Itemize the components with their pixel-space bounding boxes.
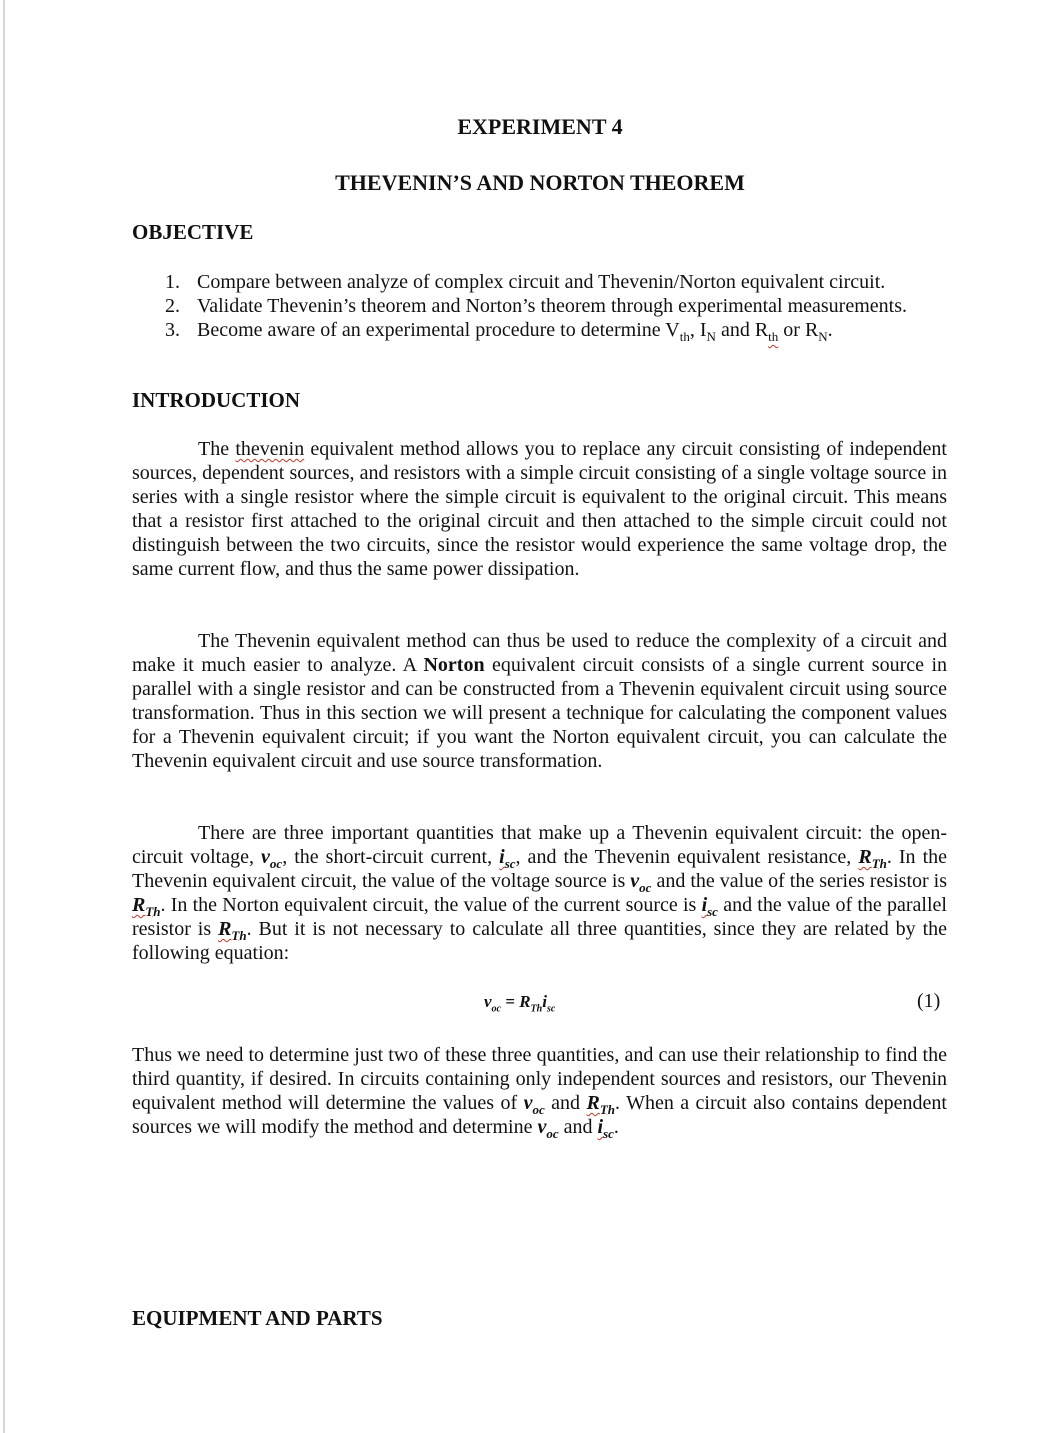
isc-symbol: $i_{sc}$: [597, 1116, 614, 1141]
text: , and the Thevenin equivalent resistance,: [515, 846, 859, 868]
text: and: [544, 1092, 587, 1114]
objective-item-1: [132, 270, 947, 294]
experiment-subtitle: THEVENIN’S AND NORTON THEOREM: [335, 170, 745, 195]
text: The: [198, 438, 236, 460]
subscript: N: [818, 329, 828, 344]
voc-symbol: $v_{oc}$: [630, 870, 652, 895]
rth-symbol: $R_{Th}$: [586, 1092, 615, 1117]
text: The Thevenin equivalent method can thus be used to reduce the complexity of a circuit and make it much easier to analyze. A: [132, 630, 947, 676]
text: . When a circuit also contains dependent sources we will modify the method and determine: [132, 1092, 947, 1138]
isc-symbol: $i_{sc}$: [499, 846, 516, 871]
subscript: th: [679, 329, 690, 344]
objective-item-2: [132, 294, 947, 318]
equation-number: (1): [917, 990, 941, 1012]
text: . But it is not necessary to calculate all three quantities, since they are related by the following equation:: [132, 918, 948, 964]
intro-paragraph-2: [132, 629, 947, 773]
misspelled-word: thevenin: [235, 438, 305, 460]
intro-paragraph-4: [132, 1043, 947, 1139]
text: . In the Norton equivalent circuit, the value of the current source is: [160, 894, 702, 916]
text: and the value of the series resistor is: [651, 870, 948, 892]
experiment-title: EXPERIMENT 4: [457, 114, 623, 139]
equation-1: $v_{oc} = R_{Th}i_{sc}$: [484, 992, 556, 1015]
voc-symbol: $v_{oc}$: [523, 1092, 545, 1117]
isc-symbol: $i_{sc}$: [701, 894, 718, 919]
objective-list: [132, 270, 947, 342]
list-number: 1.: [165, 271, 180, 293]
objective-text: Validate Thevenin’s theorem and Norton’s theorem through experimental measurements.: [197, 295, 907, 317]
rth-symbol: $R_{Th}$: [858, 846, 887, 871]
text: and the value of the parallel resistor is: [132, 894, 947, 940]
objective-text-d: or R: [778, 319, 819, 341]
objective-text-c: and R: [715, 319, 769, 341]
text: Thus we need to determine just two of these three quantities, and can use their relationship to find the third quantity, if desired. In circuits containing only independent sources and resistors, our Thevenin equivalent method will determine the values of: [132, 1044, 947, 1114]
list-number: 2.: [165, 295, 180, 317]
introduction-heading: INTRODUCTION: [132, 388, 301, 412]
text: equivalent method allows you to replace any circuit consisting of independent sources, dependent sources, and resistors with a simple circuit consisting of a single voltage source in series with a single resistor where the simple circuit is equivalent to the original circuit. This means that a resistor first attached to the original circuit and then attached to the simple circuit could not distinguish between the two circuits, since the resistor would experience the same voltage drop, the same current flow, and thus the same power dissipation.: [132, 438, 947, 580]
objective-heading: OBJECTIVE: [132, 220, 254, 244]
voc-symbol: $v_{oc}$: [537, 1116, 559, 1141]
objective-text: Compare between analyze of complex circuit and Thevenin/Norton equivalent circuit.: [197, 271, 886, 293]
text: . In the Thevenin equivalent circuit, the value of the voltage source is: [132, 846, 948, 892]
objective-text-e: .: [827, 319, 833, 341]
intro-paragraph-3: [132, 821, 947, 965]
text: There are three important quantities that make up a Thevenin equivalent circuit: the open-circuit voltage,: [132, 822, 947, 868]
subscript: N: [706, 329, 716, 344]
text: equivalent circuit consists of a single current source in parallel with a single resistor and can be constructed from a Thevenin equivalent circuit using source transformation. Thus in this section we will present a technique for calculating the component values for a Thevenin equivalent circuit; if you want the Norton equivalent circuit, you can calculate the Thevenin equivalent circuit and use source transformation.: [132, 654, 947, 772]
rth-symbol: $R_{Th}$: [218, 918, 247, 943]
intro-paragraph-1: [132, 437, 947, 581]
text: .: [613, 1116, 619, 1138]
voc-symbol: $v_{oc}$: [261, 846, 283, 871]
text: , the short-circuit current,: [282, 846, 500, 868]
text: and: [558, 1116, 598, 1138]
equipment-heading: EQUIPMENT AND PARTS: [132, 1306, 383, 1330]
objective-text-b: , I: [689, 319, 707, 341]
bold-text: Norton: [423, 654, 485, 676]
subscript: th: [768, 329, 779, 344]
rth-symbol: $R_{Th}$: [132, 894, 161, 919]
objective-text-a: Become aware of an experimental procedure to determine V: [197, 319, 680, 341]
objective-item-3: [132, 318, 947, 342]
list-number: 3.: [165, 319, 180, 341]
